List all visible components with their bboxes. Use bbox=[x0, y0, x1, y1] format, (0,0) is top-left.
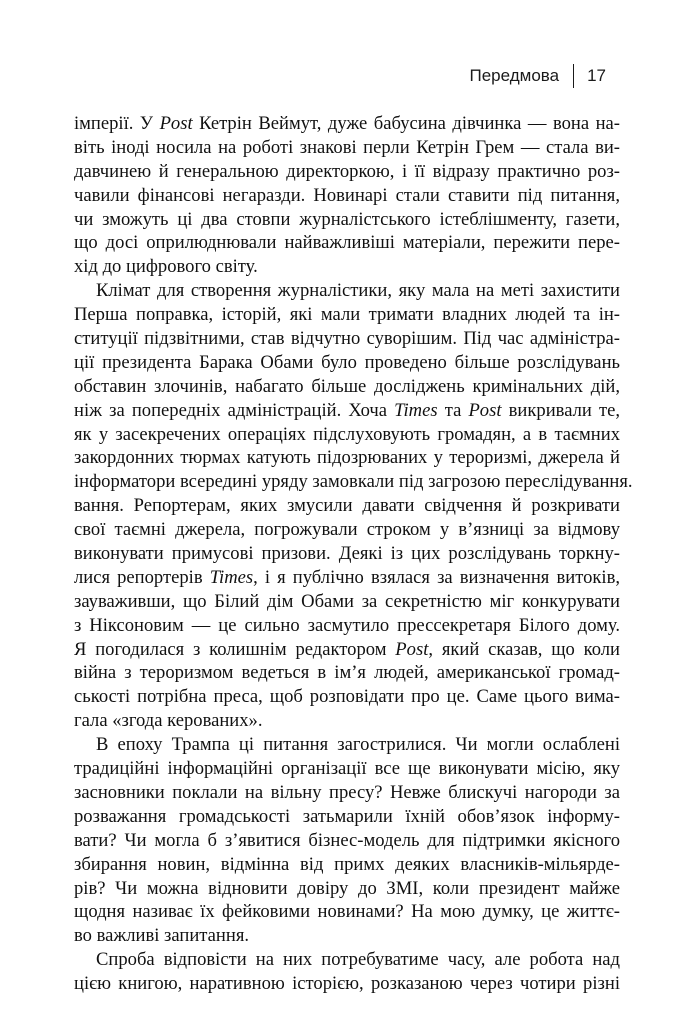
italic-text: Post bbox=[159, 113, 193, 134]
text-line bbox=[74, 327, 620, 351]
text-run: , який сказав, що коли bbox=[428, 638, 621, 660]
text-run: В епоху Трампа ці питання загострилися. Чи могли ослаблені bbox=[96, 734, 620, 756]
text-line bbox=[74, 566, 620, 590]
text-run: зауваживши, що Білий дім Обами за секретністю міг конкурувати bbox=[74, 590, 620, 612]
text-line bbox=[74, 112, 620, 136]
text-run: Я погодилася з колишнім редактором bbox=[74, 638, 396, 660]
text-run: як у засекречених операціях підслуховують громадян, а в таємних bbox=[74, 423, 620, 445]
text-run: інформатори всередині уряду замовкали під загрозою переслідування. bbox=[74, 471, 633, 493]
text-line bbox=[74, 470, 633, 494]
text-line bbox=[74, 375, 620, 399]
text-line bbox=[74, 255, 620, 279]
text-line bbox=[74, 877, 620, 901]
text-run: Перша поправка, історій, які мали тримати владних людей та ін- bbox=[74, 304, 620, 326]
text-line bbox=[74, 590, 620, 614]
text-line bbox=[74, 638, 620, 662]
section-title: Передмова bbox=[469, 66, 560, 85]
text-line bbox=[74, 614, 620, 638]
italic-text: Post bbox=[468, 399, 502, 421]
text-run: що досі оприлюднювали найважливіші матеріали, пережити пере- bbox=[74, 232, 620, 254]
text-run: щодня називає їх фейковими новинами? На мою думку, це життє- bbox=[74, 901, 620, 923]
text-run: виконувати примусові призови. Деякі із цих розслідувань торкну- bbox=[74, 543, 620, 565]
text-run: віть іноді носила на роботі знакові перли Кетрін Грем — стала ви- bbox=[74, 136, 620, 158]
text-run: ніж за попередніх адміністрацій. Хоча bbox=[74, 399, 395, 421]
text-line bbox=[74, 160, 620, 184]
text-line bbox=[74, 303, 620, 327]
text-run: та bbox=[437, 399, 469, 421]
text-line bbox=[74, 661, 620, 685]
text-line bbox=[74, 972, 620, 996]
text-run: цією книгою, наративною історією, розказаною через чотири різні bbox=[74, 973, 620, 995]
running-head bbox=[470, 64, 607, 88]
text-run: ституції підзвітними, став відчутно суворішим. Під час адміністра- bbox=[74, 328, 620, 350]
text-run: хід до цифрового світу. bbox=[74, 256, 258, 278]
text-run: , і я публічно взялася за визначення витоків, bbox=[253, 566, 620, 588]
text-run: рів? Чи можна відновити довіру до ЗМІ, коли президент майже bbox=[74, 877, 620, 899]
text-line bbox=[74, 757, 620, 781]
text-line bbox=[74, 423, 620, 447]
text-run: закордонних тюрмах катують підозрюваних у тероризмі, джерела й bbox=[74, 447, 620, 469]
text-run: Клімат для створення журналістики, яку мала на меті захистити bbox=[96, 280, 620, 302]
text-run: обставин злочинів, набагато більше досліджень кримінальних дій, bbox=[74, 375, 620, 397]
text-run: викривали те, bbox=[501, 399, 620, 421]
text-run: гала «згода керованих». bbox=[74, 710, 263, 732]
italic-text: Times bbox=[394, 399, 438, 421]
paragraph bbox=[74, 948, 620, 996]
text-line bbox=[74, 136, 620, 160]
text-line bbox=[74, 542, 620, 566]
text-line bbox=[74, 733, 620, 757]
text-line bbox=[74, 709, 620, 733]
text-line bbox=[74, 685, 620, 709]
text-line bbox=[74, 494, 620, 518]
text-run: чавили фінансові негаразди. Новинарі стали ставити під питання, bbox=[74, 184, 620, 206]
text-line bbox=[74, 231, 620, 255]
text-line bbox=[74, 184, 620, 208]
text-run: вання. Репортерам, яких змусили давати свідчення й розкривати bbox=[74, 495, 620, 517]
text-run: Кетрін Веймут, дуже бабусина дівчинка — вона на- bbox=[192, 113, 621, 134]
text-run: засновники поклали на вільну пресу? Невже блискучі нагороди за bbox=[74, 781, 620, 803]
text-line bbox=[74, 279, 620, 303]
italic-text: Times bbox=[209, 566, 254, 588]
text-run: традиційні інформаційні організації все ще виконувати місію, яку bbox=[74, 758, 620, 780]
text-run: збирання новин, відмінна від примх деяких власників-мільярде- bbox=[74, 853, 620, 875]
text-run: Спроба відповісти на них потребуватиме часу, але робота над bbox=[96, 949, 620, 971]
text-line bbox=[74, 351, 620, 375]
text-run: вати? Чи могла б з’явитися бізнес-модель для підтримки якісного bbox=[74, 829, 620, 851]
text-line bbox=[74, 805, 620, 829]
paragraph bbox=[74, 279, 633, 733]
text-run: во важливі запитання. bbox=[74, 925, 250, 947]
text-line bbox=[74, 208, 620, 232]
text-line bbox=[74, 829, 620, 853]
text-run: війна з тероризмом ведеться в ім’я людей, американської громад- bbox=[74, 662, 620, 684]
text-line bbox=[74, 948, 620, 972]
text-line bbox=[74, 924, 620, 948]
paragraph bbox=[74, 112, 620, 279]
text-run: ськості потрібна преса, щоб розповідати про це. Саме цього вима- bbox=[74, 686, 620, 708]
header-divider bbox=[573, 64, 574, 88]
text-run: свої таємні джерела, погрожували строком у в’язниці за відмову bbox=[74, 519, 620, 541]
paragraph bbox=[74, 733, 620, 948]
text-line bbox=[74, 446, 620, 470]
page-number: 17 bbox=[587, 66, 606, 85]
body-text bbox=[74, 112, 633, 996]
text-run: ції президента Барака Обами було проведено більше розслідувань bbox=[74, 351, 620, 373]
text-run: імперії. У bbox=[74, 113, 160, 134]
text-line bbox=[74, 399, 620, 423]
italic-text: Post bbox=[395, 638, 429, 660]
text-line bbox=[74, 900, 620, 924]
text-run: чи зможуть ці два стовпи журналістського істеблішменту, газети, bbox=[74, 208, 620, 230]
text-line bbox=[74, 781, 620, 805]
text-run: лися репортерів bbox=[74, 566, 210, 588]
text-run: давчинею й генеральною директоркою, і її відразу практично роз- bbox=[74, 160, 620, 182]
text-line bbox=[74, 853, 620, 877]
text-run: розважання громадськості затьмарили їхній обов’язок інформу- bbox=[74, 805, 620, 827]
text-run: з Ніксоновим — це сильно засмутило пресcекретаря Білого дому. bbox=[74, 614, 620, 636]
text-line bbox=[74, 518, 620, 542]
